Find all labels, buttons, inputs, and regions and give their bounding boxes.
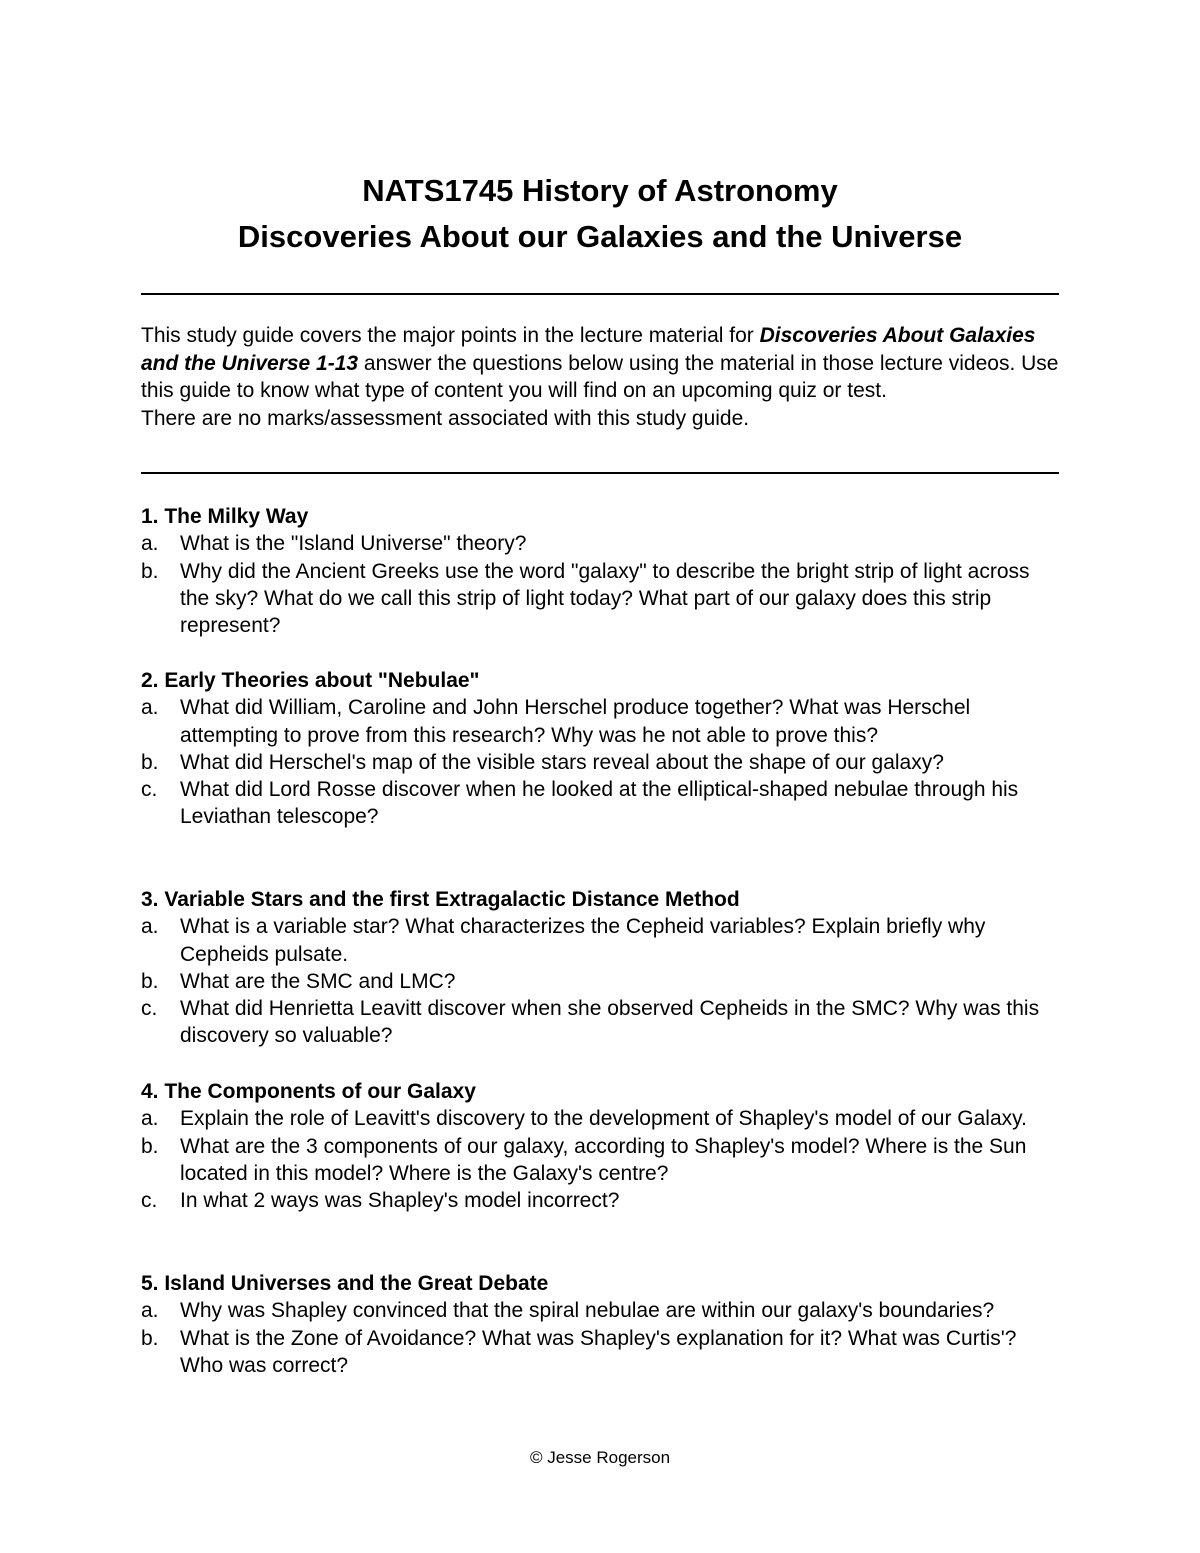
question-text: Why did the Ancient Greeks use the word "galaxy" to describe the bright strip of light across the sky? What do we call this strip of light today? What part of our galaxy does this strip represent? — [180, 559, 1030, 638]
page-title — [141, 168, 1059, 260]
section-title: 2. Early Theories about "Nebulae" — [141, 669, 480, 692]
question-letter: b. — [141, 750, 159, 774]
section-title: 3. Variable Stars and the first Extragalactic Distance Method — [141, 888, 740, 911]
bottom-divider — [141, 472, 1059, 474]
question-text: What did Herschel's map of the visible stars reveal about the shape of our galaxy? — [180, 750, 944, 774]
question-text: Explain the role of Leavitt's discovery to the development of Shapley's model of our Galaxy. — [180, 1107, 1027, 1131]
question-item — [141, 1133, 1059, 1188]
intro-paragraph — [141, 322, 1059, 432]
question-text: What is the Zone of Avoidance? What was Shapley's explanation for it? What was Curtis'? Who was correct? — [180, 1326, 1017, 1377]
question-item — [141, 1297, 1059, 1324]
question-text: What is the "Island Universe" theory? — [180, 532, 527, 556]
question-text: Why was Shapley convinced that the spiral nebulae are within our galaxy's boundaries? — [180, 1299, 995, 1323]
question-item — [141, 1325, 1059, 1380]
question-letter: b. — [141, 969, 159, 993]
question-letter: a. — [141, 532, 159, 556]
question-item — [141, 995, 1059, 1050]
title-line-topic: Discoveries About our Galaxies and the Universe — [237, 219, 963, 254]
question-letter: c. — [141, 997, 158, 1021]
intro-italic-title: Discoveries About Galaxies and the Universe 1-13 — [141, 324, 1036, 375]
section-milky-way — [141, 503, 1059, 639]
question-letter: a. — [141, 1299, 159, 1323]
intro-after-italic: answer the questions below using the material in those lecture videos. Use this guide to know what type of content you will find on an upcoming quiz or test. — [141, 351, 1059, 402]
question-item — [141, 1187, 1059, 1214]
section-title: 4. The Components of our Galaxy — [141, 1080, 476, 1103]
question-text: What did Lord Rosse discover when he looked at the elliptical-shaped nebulae through his Leviathan telescope? — [180, 778, 1019, 829]
question-item — [141, 530, 1059, 557]
question-letter: b. — [141, 1326, 159, 1350]
question-item — [141, 1105, 1059, 1132]
intro-text — [141, 322, 1059, 405]
question-letter: a. — [141, 696, 159, 720]
question-text: What are the 3 components of our galaxy, according to Shapley's model? Where is the Sun located in this model? Where is the Galaxy's centre? — [180, 1134, 1027, 1185]
copyright-footer: © Jesse Rogerson — [529, 1448, 671, 1467]
question-text: What did Henrietta Leavitt discover when she observed Cepheids in the SMC? Why was this discovery so valuable? — [180, 997, 1040, 1048]
section-galaxy-components — [141, 1078, 1059, 1214]
question-item — [141, 558, 1059, 640]
question-letter: c. — [141, 1189, 158, 1213]
top-divider — [141, 293, 1059, 295]
question-letter: a. — [141, 1107, 159, 1131]
question-text: What is a variable star? What characterizes the Cepheid variables? Explain briefly why Cepheids pulsate. — [180, 915, 986, 966]
question-item — [141, 968, 1059, 995]
section-variable-stars — [141, 886, 1059, 1050]
section-title: 5. Island Universes and the Great Debate — [141, 1272, 549, 1295]
question-letter: c. — [141, 778, 158, 802]
question-text: What are the SMC and LMC? — [180, 969, 456, 993]
intro-before-italic: This study guide covers the major points in the lecture material for — [141, 324, 760, 347]
section-title: 1. The Milky Way — [141, 505, 309, 528]
intro-note: There are no marks/assessment associated with this study guide. — [141, 406, 750, 430]
question-item — [141, 776, 1059, 831]
title-line-course: NATS1745 History of Astronomy — [362, 173, 838, 208]
question-item — [141, 913, 1059, 968]
question-letter: a. — [141, 915, 159, 939]
question-letter: b. — [141, 1134, 159, 1158]
question-text: In what 2 ways was Shapley's model incorrect? — [180, 1189, 620, 1213]
question-item — [141, 694, 1059, 749]
question-text: What did William, Caroline and John Herschel produce together? What was Herschel attempting to prove from this research? Why was he not able to prove this? — [180, 696, 971, 747]
study-guide-page — [141, 0, 1059, 1553]
section-great-debate — [141, 1270, 1059, 1379]
question-item — [141, 749, 1059, 776]
section-early-theories — [141, 667, 1059, 831]
question-letter: b. — [141, 559, 159, 583]
